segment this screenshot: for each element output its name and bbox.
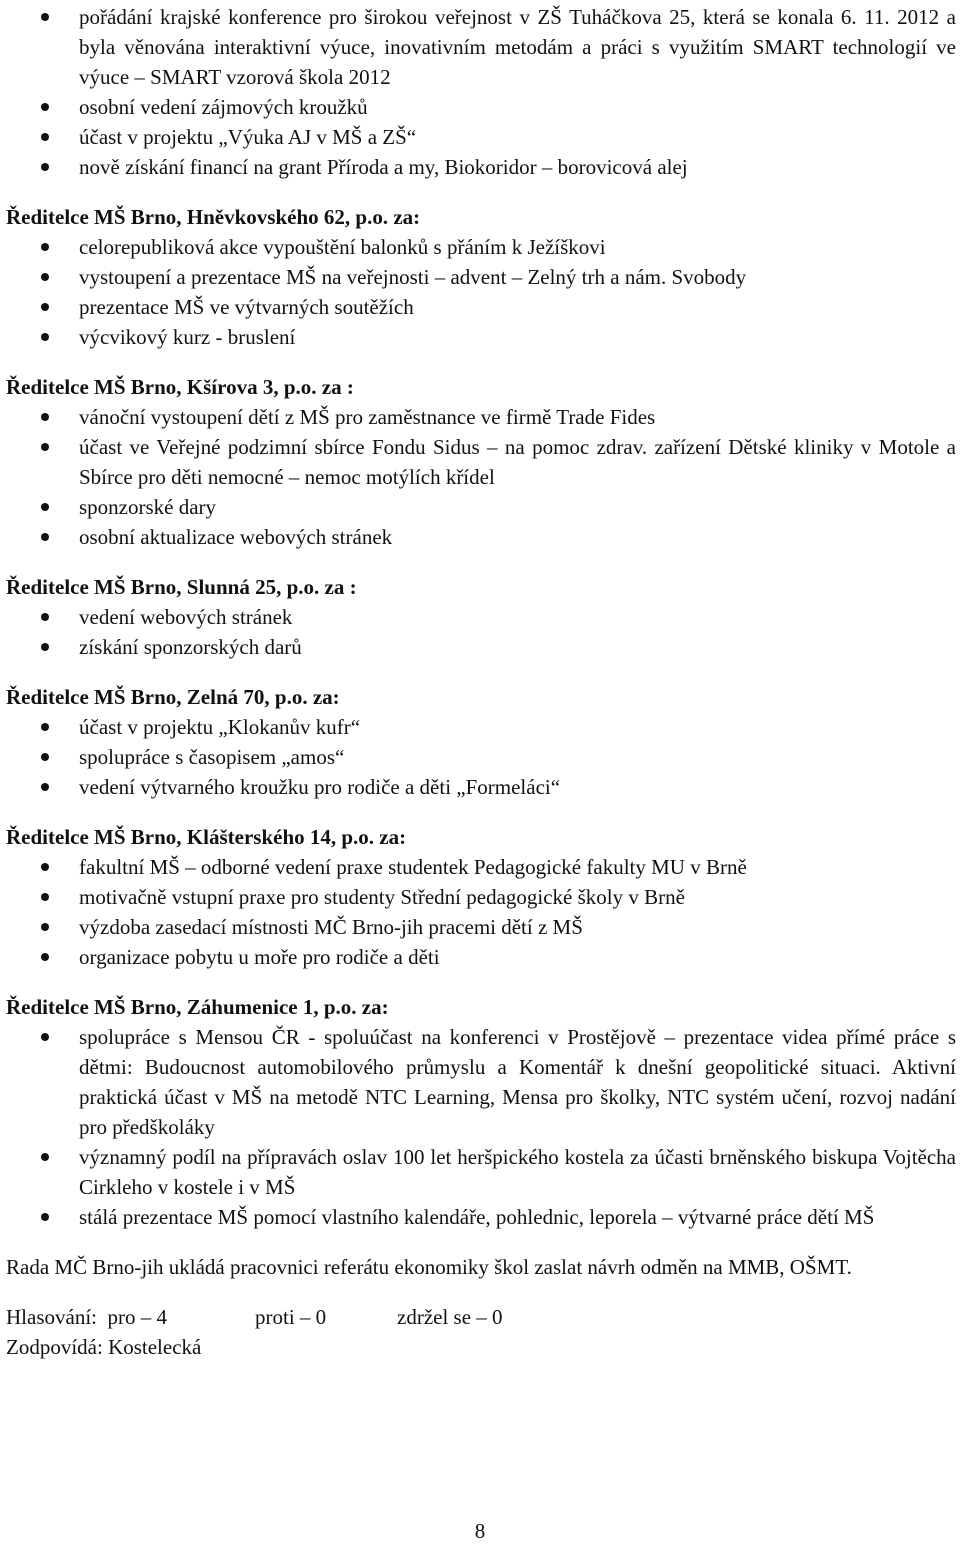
list-item: účast v projektu „Výuka AJ v MŠ a ZŠ“ bbox=[6, 122, 956, 152]
list-item: fakultní MŠ – odborné vedení praxe studentek Pedagogické fakulty MU v Brně bbox=[6, 852, 956, 882]
list-item: prezentace MŠ ve výtvarných soutěžích bbox=[6, 292, 956, 322]
section-ksirova bbox=[6, 372, 956, 552]
list-item: vystoupení a prezentace MŠ na veřejnosti – advent – Zelný trh a nám. Svobody bbox=[6, 262, 956, 292]
section-list bbox=[6, 852, 956, 972]
section-heading: Ředitelce MŠ Brno, Klášterského 14, p.o. za: bbox=[6, 825, 407, 849]
list-item: účast ve Veřejné podzimní sbírce Fondu Sidus – na pomoc zdrav. zařízení Dětské kliniky v Motole a Sbírce pro děti nemocné – nemoc motýlích křídel bbox=[6, 432, 956, 492]
section-list bbox=[6, 402, 956, 552]
document-body bbox=[6, 2, 956, 1362]
list-item: vedení výtvarného kroužku pro rodiče a děti „Formeláci“ bbox=[6, 772, 956, 802]
section-heading: Ředitelce MŠ Brno, Záhumenice 1, p.o. za: bbox=[6, 995, 389, 1019]
section-list bbox=[6, 602, 956, 662]
list-item: vánoční vystoupení dětí z MŠ pro zaměstnance ve firmě Trade Fides bbox=[6, 402, 956, 432]
section-heading: Ředitelce MŠ Brno, Zelná 70, p.o. za: bbox=[6, 685, 340, 709]
section-zelna bbox=[6, 682, 956, 802]
page-number: 8 bbox=[474, 1519, 486, 1543]
list-item: pořádání krajské konference pro širokou veřejnost v ZŠ Tuháčkova 25, která se konala 6. 11. 2012 a byla věnována interaktivní výuce, inovativním metodám a práci s využitím SMART technologií ve výuce – SMART vzorová škola 2012 bbox=[6, 2, 956, 92]
vote-line bbox=[6, 1302, 956, 1332]
section-heading: Ředitelce MŠ Brno, Slunná 25, p.o. za : bbox=[6, 575, 357, 599]
list-item: výzdoba zasedací místnosti MČ Brno-jih pracemi dětí z MŠ bbox=[6, 912, 956, 942]
list-item: získání sponzorských darů bbox=[6, 632, 956, 662]
vote-for: Hlasování: pro – 4 bbox=[6, 1305, 167, 1329]
list-item: sponzorské dary bbox=[6, 492, 956, 522]
list-item: stálá prezentace MŠ pomocí vlastního kalendáře, pohlednic, leporela – výtvarné práce dětí MŠ bbox=[6, 1202, 956, 1232]
list-item: nově získání financí na grant Příroda a my, Biokoridor – borovicová alej bbox=[6, 152, 956, 182]
list-item: účast v projektu „Klokanův kufr“ bbox=[6, 712, 956, 742]
section-hnevkovskeho bbox=[6, 202, 956, 352]
responsible-line: Zodpovídá: Kostelecká bbox=[6, 1335, 202, 1359]
list-item: osobní aktualizace webových stránek bbox=[6, 522, 956, 552]
vote-against: proti – 0 bbox=[255, 1305, 327, 1329]
list-item: celorepubliková akce vypouštění balonků s přáním k Ježíškovi bbox=[6, 232, 956, 262]
list-item: významný podíl na přípravách oslav 100 let heršpického kostela za účasti brněnského biskupa Vojtěcha Cirkleho v kostele i v MŠ bbox=[6, 1142, 956, 1202]
list-item: vedení webových stránek bbox=[6, 602, 956, 632]
list-item: motivačně vstupní praxe pro studenty Střední pedagogické školy v Brně bbox=[6, 882, 956, 912]
list-item: osobní vedení zájmových kroužků bbox=[6, 92, 956, 122]
list-item: organizace pobytu u moře pro rodiče a děti bbox=[6, 942, 956, 972]
section-klasterskeho bbox=[6, 822, 956, 972]
section-list bbox=[6, 712, 956, 802]
section-zahumenice bbox=[6, 992, 956, 1232]
section-slunna bbox=[6, 572, 956, 662]
vote-abstain: zdržel se – 0 bbox=[397, 1305, 503, 1329]
section-list bbox=[6, 1022, 956, 1232]
section-heading: Ředitelce MŠ Brno, Hněvkovského 62, p.o. za: bbox=[6, 205, 421, 229]
intro-list bbox=[6, 2, 956, 182]
list-item: spolupráce s Mensou ČR - spoluúčast na konferenci v Prostějově – prezentace videa přímé práce s dětmi: Budoucnost automobilového průmyslu a Komentář k dnešní geopolitické situaci. Aktivní praktická účast v MŠ na metodě NTC Learning, Mensa pro školky, NTC systém učení, rozvoj nadání pro předškoláky bbox=[6, 1022, 956, 1142]
resolution-text: Rada MČ Brno-jih ukládá pracovnici referátu ekonomiky škol zaslat návrh odměn na MMB, OŠMT. bbox=[6, 1255, 852, 1279]
list-item: výcvikový kurz - bruslení bbox=[6, 322, 956, 352]
section-heading: Ředitelce MŠ Brno, Kšírova 3, p.o. za : bbox=[6, 375, 354, 399]
section-list bbox=[6, 232, 956, 352]
list-item: spolupráce s časopisem „amos“ bbox=[6, 742, 956, 772]
